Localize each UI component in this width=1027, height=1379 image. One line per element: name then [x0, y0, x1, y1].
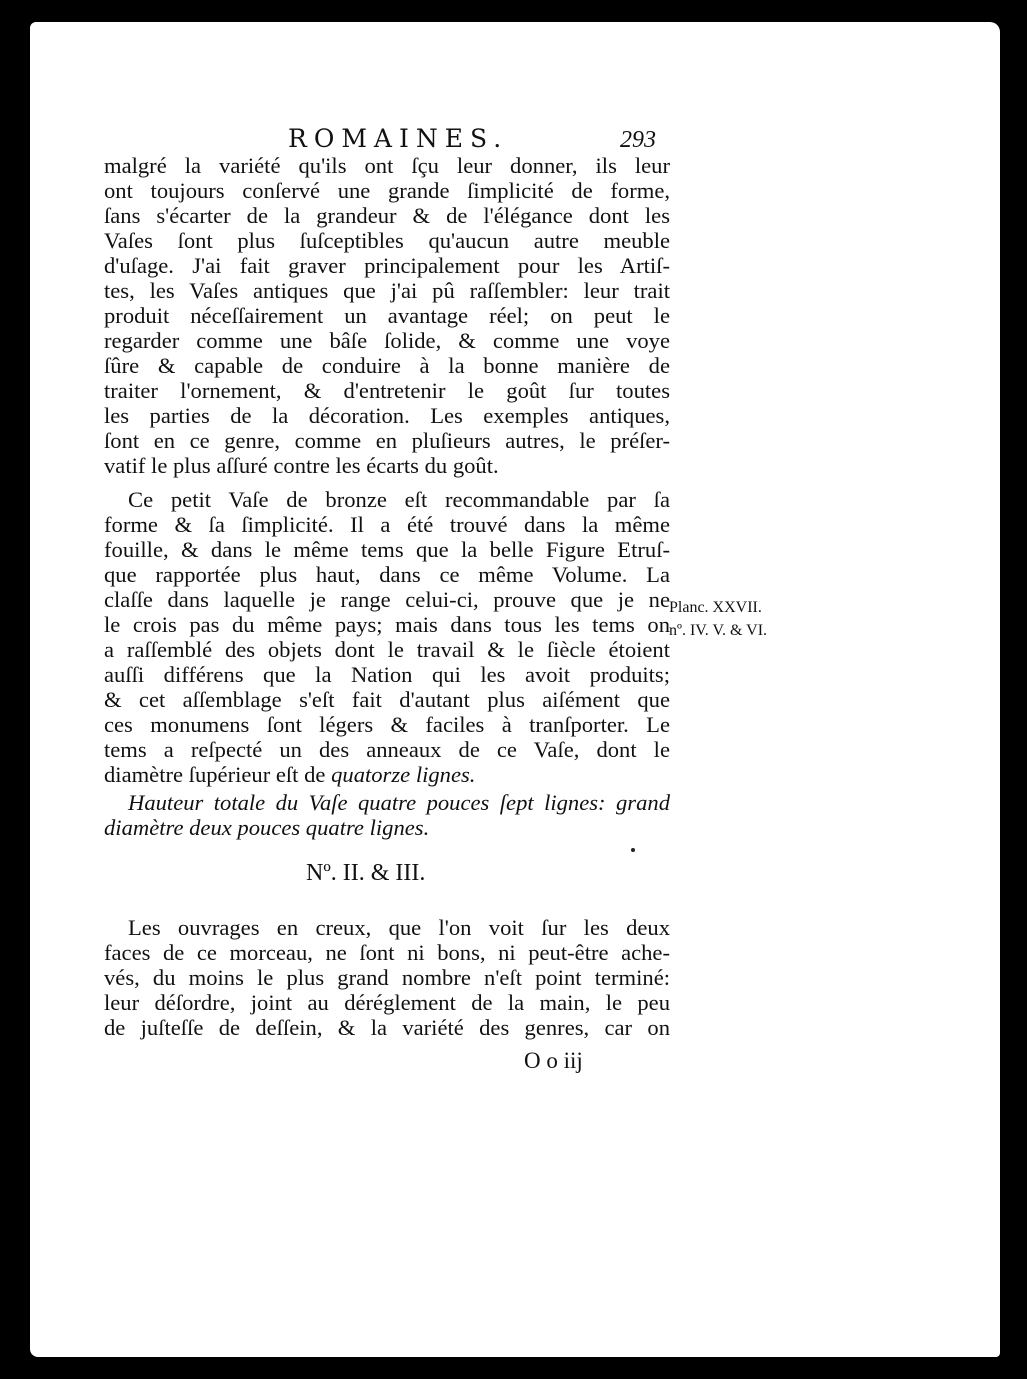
text-line: & cet aſſemblage s'eſt fait d'autant plus aiſément que — [104, 687, 670, 712]
text-line: fouille, & dans le même tems que la belle Figure Etruſ- — [104, 537, 670, 562]
paragraph-2 — [104, 487, 670, 787]
paragraph-3 — [104, 915, 670, 1040]
text-line: Vaſes ſont plus ſuſceptibles qu'aucun autre meuble — [104, 228, 670, 253]
text-line: ſans s'écarter de la grandeur & de l'élégance dont les — [104, 203, 670, 228]
running-header: ROMAINES. — [288, 124, 509, 153]
text-line: Ce petit Vaſe de bronze eſt recommandable par ſa — [128, 487, 670, 512]
plate-reference: Planc. XXVII. — [669, 599, 762, 616]
text-line: faces de ce morceau, ne ſont ni bons, ni peut-être ache- — [104, 940, 670, 965]
text-line: d'uſage. J'ai fait graver principalement pour les Artiſ- — [104, 253, 670, 278]
text-line: ſûre & capable de conduire à la bonne manière de — [104, 353, 670, 378]
caption-line: Hauteur totale du Vaſe quatre pouces ſept lignes: grand — [128, 790, 670, 815]
text-line: les parties de la décoration. Les exemples antiques, — [104, 403, 670, 428]
text-line: malgré la variété qu'ils ont ſçu leur donner, ils leur — [104, 153, 670, 178]
plate-numbers: nº. IV. V. & VI. — [669, 622, 768, 639]
text-line: vatif le plus aſſuré contre les écarts du goût. — [104, 453, 499, 478]
paragraph-1 — [104, 153, 670, 478]
text-line: vés, du moins le plus grand nombre n'eſt point terminé: — [104, 965, 670, 990]
page-number: 293 — [620, 127, 656, 153]
text-line: Les ouvrages en creux, que l'on voit ſur les deux — [128, 915, 670, 940]
text-line: le crois pas du même pays; mais dans tous les tems on — [104, 612, 670, 637]
text-line: regarder comme une bâſe ſolide, & comme une voye — [104, 328, 670, 353]
text-line: auſſi différens que la Nation qui les avoit produits; — [104, 662, 670, 687]
text-line-roman: diamètre ſupérieur eſt de — [104, 762, 332, 787]
text-line: claſſe dans laquelle je range celui-ci, prouve que je ne — [104, 587, 670, 612]
text-line: traiter l'ornement, & d'entretenir le goût ſur toutes — [104, 378, 670, 403]
text-line: a raſſemblé des objets dont le travail & le ſiècle étoient — [104, 637, 670, 662]
ink-speck — [631, 848, 635, 852]
text-line: tes, les Vaſes antiques que j'ai pû raſſembler: leur trait — [104, 278, 670, 303]
text-line: ſont en ce genre, comme en pluſieurs autres, le préſer- — [104, 428, 670, 453]
text-line: leur déſordre, joint au déréglement de la main, le peu — [104, 990, 670, 1015]
catchword-signature: O o iij — [524, 1048, 583, 1073]
text-line: produit néceſſairement un avantage réel; on peut le — [104, 303, 670, 328]
text-line: ont toujours conſervé une grande ſimplicité de forme, — [104, 178, 670, 203]
text-line: forme & ſa ſimplicité. Il a été trouvé dans la même — [104, 512, 670, 537]
section-heading: Nº. II. & III. — [306, 860, 426, 886]
text-line: tems a reſpecté un des anneaux de ce Vaſe, dont le — [104, 737, 670, 762]
caption-line: diamètre deux pouces quatre lignes. — [104, 815, 430, 840]
text-line: de juſteſſe de deſſein, & la variété des genres, car on — [104, 1015, 670, 1040]
dimensions-caption — [104, 790, 670, 840]
text-line — [104, 762, 670, 787]
text-line-italic: quatorze lignes. — [331, 762, 476, 787]
text-line: que rapportée plus haut, dans ce même Volume. La — [104, 562, 670, 587]
marginal-note — [669, 596, 819, 642]
text-line: ces monumens ſont légers & faciles à tranſporter. Le — [104, 712, 670, 737]
